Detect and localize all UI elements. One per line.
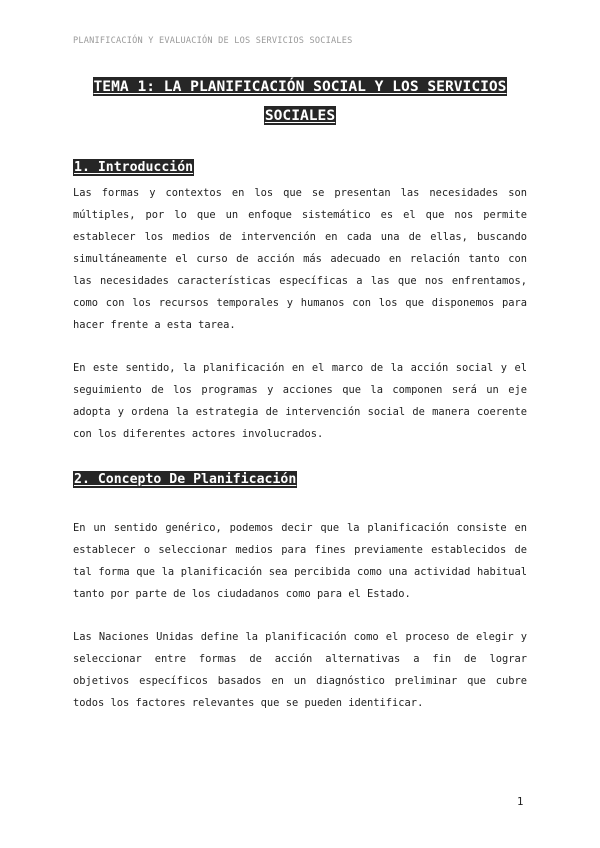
running-header: PLANIFICACIÓN Y EVALUACIÓN DE LOS SERVICIOS SOCIALES [73, 36, 353, 46]
paragraph-intro-2: En este sentido, la planificación en el marco de la acción social y el seguimiento de los programas y acciones que la componen será un eje adopta y ordena la estrategia de intervención social de manera coerente con los diferentes actores involucrados. [73, 362, 527, 440]
paragraph-concepto-1: En un sentido genérico, podemos decir que la planificación consiste en establecer o seleccionar medios para fines previamente establecidos de tal forma que la planificación sea percibida como una actividad habitual tanto por parte de los ciudadanos como para el Estado. [73, 522, 527, 600]
section-heading-concepto [73, 471, 297, 489]
page-number: 1 [517, 796, 524, 808]
section-heading-text: 1. Introducción [74, 160, 194, 175]
section-heading-introduccion [73, 159, 194, 177]
paragraph-concepto-2: Las Naciones Unidas define la planificación como el proceso de elegir y seleccionar entre formas de acción alternativas a fin de lograr objetivos específicos basados en un diagnóstico preliminar que cubre todos los factores relevantes que se pueden identificar. [73, 631, 527, 709]
paragraph-intro-1: Las formas y contextos en los que se presentan las necesidades son múltiples, por lo que un enfoque sistemático es el que nos permite establecer los medios de intervención en cada una de ellas, buscando simultáneamente el curso de acción más adecuado en relación tanto con las necesidades características específicas a las que nos enfrentamos, como con los recursos temporales y humanos con los que disponemos para hacer frente a esta tarea. [73, 187, 527, 331]
document-title-text: TEMA 1: LA PLANIFICACIÓN SOCIAL Y LOS SERVICIOS SOCIALES [93, 78, 507, 124]
document-title [73, 72, 527, 130]
section-heading-text: 2. Concepto De Planificación [74, 472, 297, 487]
